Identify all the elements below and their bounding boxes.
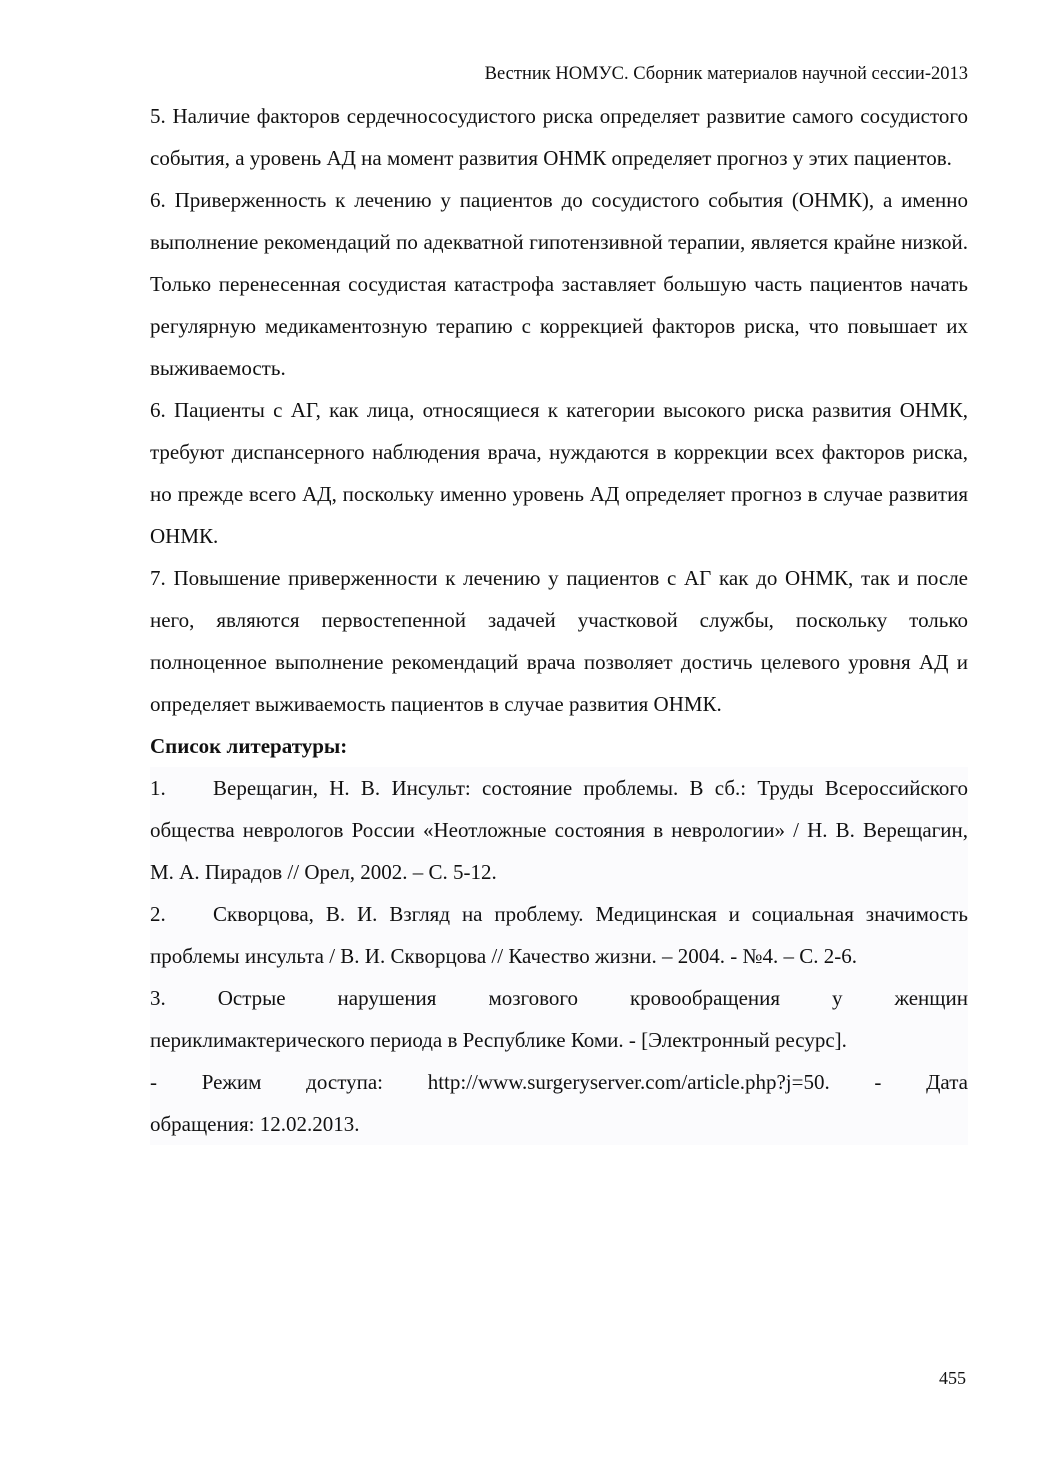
conclusion-paragraph-7: 7. Повышение приверженности к лечению у пациентов с АГ как до ОНМК, так и после него, являются первостепенной задачей участковой службы, поскольку только полноценное выполнение рекомендаций врача позволяет достичь целевого уровня АД и определяет выживаемость пациентов в случае развития ОНМК. [150, 566, 968, 716]
reference-3-line-3 [150, 1061, 968, 1103]
reference-word: кровообращения [629, 986, 781, 1010]
reference-word: нарушения [337, 986, 437, 1010]
reference-item-1 [150, 767, 968, 893]
reference-word: женщин [894, 986, 968, 1010]
reference-item-2 [150, 893, 968, 977]
conclusion-paragraph-6a: 6. Приверженность к лечению у пациентов до сосудистого события (ОНМК), а именно выполнение рекомендаций по адекватной гипотензивной терапии, является крайне низкой. Только перенесенная сосудистая катастрофа заставляет большую часть пациентов начать регулярную медикаментозную терапию с коррекцией факторов риска, что повышает их выживаемость. [150, 188, 968, 380]
reference-3-line-2: периклимактерического периода в Республике Коми. - [Электронный ресурс]. [150, 1028, 847, 1052]
reference-url[interactable]: http://www.surgeryserver.com/article.php?j=50. [427, 1070, 830, 1094]
reference-word: мозгового [488, 986, 578, 1010]
reference-number: 2. [150, 902, 166, 926]
page-number: 455 [939, 1368, 966, 1388]
reference-word: у [832, 986, 843, 1010]
reference-item-3 [150, 977, 968, 1145]
reference-text: Скворцова, В. И. Взгляд на проблему. Медицинская и социальная значимость проблемы инсульта / В. И. Скворцова // Качество жизни. – 2004. - №4. – С. 2-6. [150, 902, 968, 968]
reference-word: Острые [217, 986, 286, 1010]
article-body [150, 95, 968, 1145]
reference-word: - [150, 1070, 157, 1094]
reference-3-line-1 [150, 977, 968, 1019]
references-list [150, 767, 968, 1145]
conclusion-paragraph-6b: 6. Пациенты с АГ, как лица, относящиеся к категории высокого риска развития ОНМК, требуют диспансерного наблюдения врача, нуждаются в коррекции всех факторов риска, но прежде всего АД, поскольку именно уровень АД определяет прогноз в случае развития ОНМК. [150, 398, 968, 548]
running-header: Вестник НОМУС. Сборник материалов научной сессии-2013 [484, 64, 968, 84]
conclusion-paragraph-5: 5. Наличие факторов сердечнососудистого риска определяет развитие самого сосудистого события, а уровень АД на момент развития ОНМК определяет прогноз у этих пациентов. [150, 104, 968, 170]
reference-word: - [874, 1070, 882, 1094]
reference-word: Режим [201, 1070, 262, 1094]
reference-3-line-4: обращения: 12.02.2013. [150, 1112, 360, 1136]
reference-number: 1. [150, 776, 166, 800]
reference-number: 3. [150, 986, 166, 1010]
reference-text: Верещагин, Н. В. Инсульт: состояние проблемы. В сб.: Труды Всероссийского общества неврологов России «Неотложные состояния в неврологии» / Н. В. Верещагин, М. А. Пирадов // Орел, 2002. – С. 5-12. [150, 776, 968, 884]
references-heading: Список литературы: [150, 734, 348, 758]
reference-word: доступа: [306, 1070, 383, 1094]
reference-word: Дата [926, 1070, 968, 1094]
